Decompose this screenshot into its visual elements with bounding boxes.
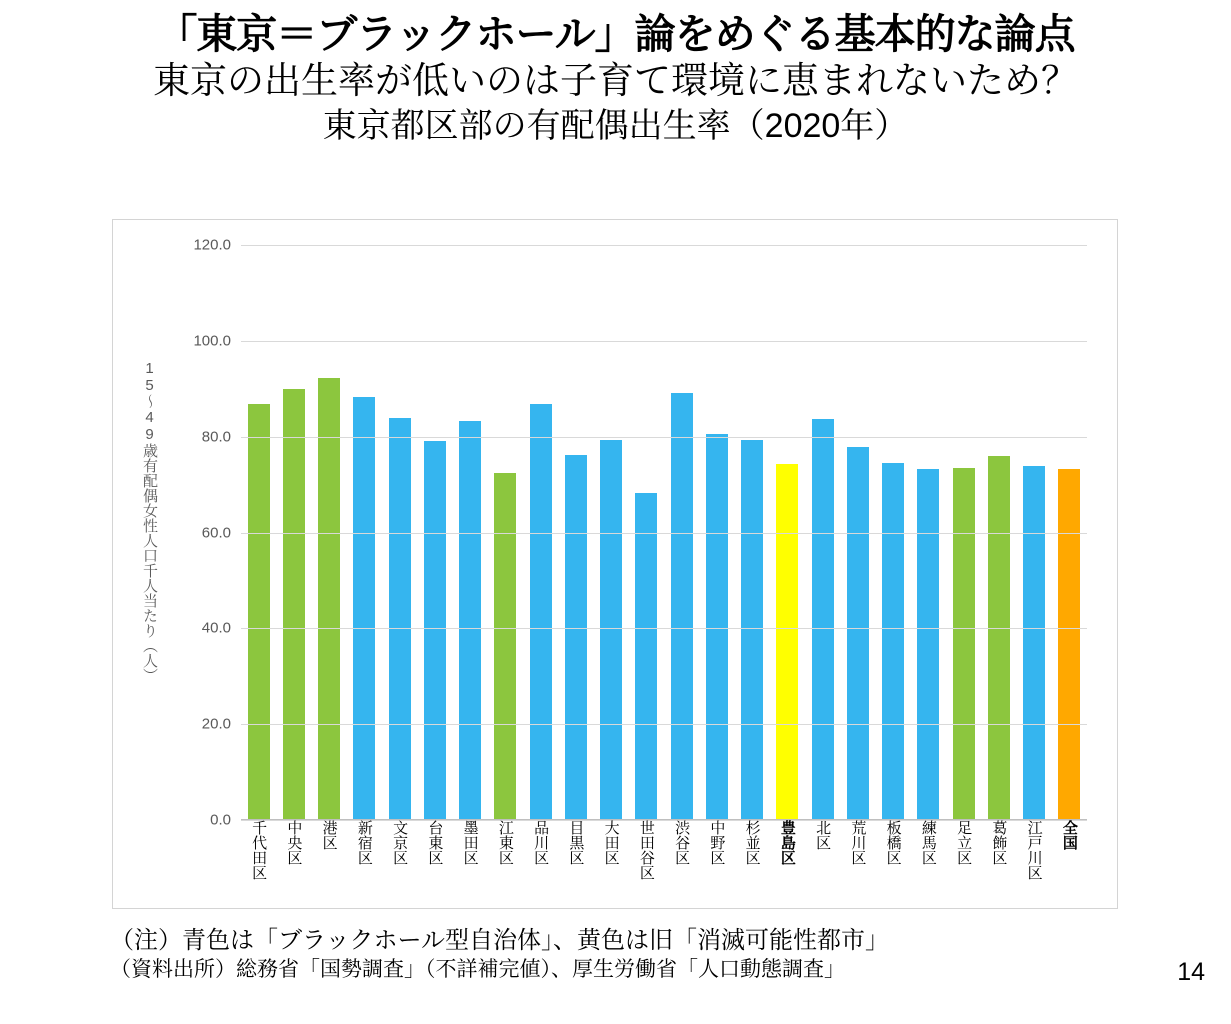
x-axis-tick-label: 千代田区 — [250, 820, 268, 880]
x-axis-tick-label: 荒川区 — [849, 820, 867, 865]
x-label-slot — [840, 820, 875, 910]
note-main: （注）青色は「ブラックホール型自治体」、黄色は旧「消滅可能性都市」 — [110, 927, 890, 954]
x-label-slot — [981, 820, 1016, 910]
x-axis-tick-label: 葛飾区 — [990, 820, 1008, 865]
x-label-slot — [594, 820, 629, 910]
x-label-slot — [735, 820, 770, 910]
bar — [882, 463, 904, 820]
bar — [389, 418, 411, 820]
bar — [459, 421, 481, 820]
x-label-slot — [770, 820, 805, 910]
x-label-slot — [911, 820, 946, 910]
x-axis-tick-label: 大田区 — [602, 820, 620, 865]
bar — [812, 419, 834, 820]
x-axis-tick-label: 練馬区 — [919, 820, 937, 865]
x-label-slot — [382, 820, 417, 910]
gridline — [241, 437, 1087, 438]
x-label-slot — [453, 820, 488, 910]
y-axis-tick-label: 40.0 — [201, 619, 231, 637]
x-label-slot — [417, 820, 452, 910]
bar — [988, 456, 1010, 820]
x-label-slot — [276, 820, 311, 910]
y-axis-tick-label: 100.0 — [193, 332, 231, 350]
x-axis-tick-label: 板橋区 — [884, 820, 902, 865]
x-axis-tick-label: 中野区 — [708, 820, 726, 865]
x-label-slot — [1052, 820, 1087, 910]
bar — [671, 393, 693, 820]
x-axis-tick-label: 目黒区 — [567, 820, 585, 865]
bar — [635, 493, 657, 820]
x-axis-tick-label: 杉並区 — [743, 820, 761, 865]
x-axis-tick-label: 渋谷区 — [673, 820, 691, 865]
bar — [953, 468, 975, 820]
gridline — [241, 533, 1087, 534]
x-axis-tick-label: 港区 — [320, 820, 338, 850]
x-axis-tick-label: 墨田区 — [461, 820, 479, 865]
x-axis-tick-label: 文京区 — [391, 820, 409, 865]
page-title: 「東京＝ブラックホール」論をめぐる基本的な論点 — [156, 11, 1075, 57]
x-label-slot — [946, 820, 981, 910]
bar — [600, 440, 622, 820]
gridline — [241, 724, 1087, 725]
x-axis-tick-label: 北区 — [814, 820, 832, 850]
bar — [494, 473, 516, 820]
x-axis-tick-label: 足立区 — [955, 820, 973, 865]
bar — [917, 469, 939, 820]
x-label-slot — [347, 820, 382, 910]
page-subtitle-1: 東京の出生率が低いのは子育て環境に恵まれないため？ — [153, 60, 1078, 102]
x-label-slot — [876, 820, 911, 910]
bar — [1058, 469, 1080, 820]
bar — [741, 440, 763, 820]
x-label-slot — [488, 820, 523, 910]
x-label-slot — [523, 820, 558, 910]
gridline — [241, 245, 1087, 246]
x-label-slot — [1017, 820, 1052, 910]
bar — [776, 464, 798, 820]
x-label-slot — [805, 820, 840, 910]
y-axis-tick-label: 60.0 — [201, 524, 231, 541]
bar — [706, 434, 728, 820]
y-axis-tick-label: 0.0 — [210, 811, 231, 829]
gridline — [241, 341, 1087, 342]
x-label-slot — [241, 820, 276, 910]
bar — [530, 404, 552, 820]
bar — [353, 397, 375, 820]
y-axis-tick-label: 80.0 — [201, 428, 231, 446]
x-axis-tick-label: 新宿区 — [355, 820, 373, 865]
bar — [248, 404, 270, 820]
bar — [1023, 466, 1045, 820]
bar — [318, 378, 340, 820]
x-axis-tick-label: 全国 — [1060, 820, 1078, 850]
x-label-slot — [629, 820, 664, 910]
x-axis-tick-label: 品川区 — [532, 820, 550, 865]
y-axis-title: 15～49歳有配偶女性人口千人当たり（人） — [141, 360, 158, 683]
gridline — [241, 628, 1087, 629]
y-axis-tick-label: 20.0 — [201, 715, 231, 733]
x-axis-tick-label: 豊島区 — [778, 820, 796, 865]
x-label-slot — [664, 820, 699, 910]
x-label-slot — [558, 820, 593, 910]
y-axis-tick-label: 120.0 — [193, 236, 231, 254]
x-axis-labels — [241, 820, 1087, 910]
title-block — [0, 10, 1231, 147]
footnotes — [110, 925, 1110, 985]
chart-container — [112, 219, 1118, 909]
plot-area — [193, 236, 1087, 829]
bar — [424, 441, 446, 820]
page-subtitle-2: 東京都区部の有配偶出生率（2020年） — [322, 106, 909, 145]
bar — [283, 389, 305, 820]
page-number: 14 — [1177, 958, 1205, 986]
x-axis-tick-label: 中央区 — [285, 820, 303, 865]
x-axis-tick-label: 江戸川区 — [1025, 820, 1043, 880]
x-label-slot — [312, 820, 347, 910]
x-axis-tick-label: 台東区 — [426, 820, 444, 865]
bar — [565, 455, 587, 820]
x-label-slot — [699, 820, 734, 910]
x-axis-tick-label: 世田谷区 — [637, 820, 655, 880]
note-source: （資料出所）総務省「国勢調査」（不詳補完値）、厚生労働省「人口動態調査」 — [110, 958, 845, 982]
bar — [847, 447, 869, 820]
x-axis-tick-label: 江東区 — [496, 820, 514, 865]
